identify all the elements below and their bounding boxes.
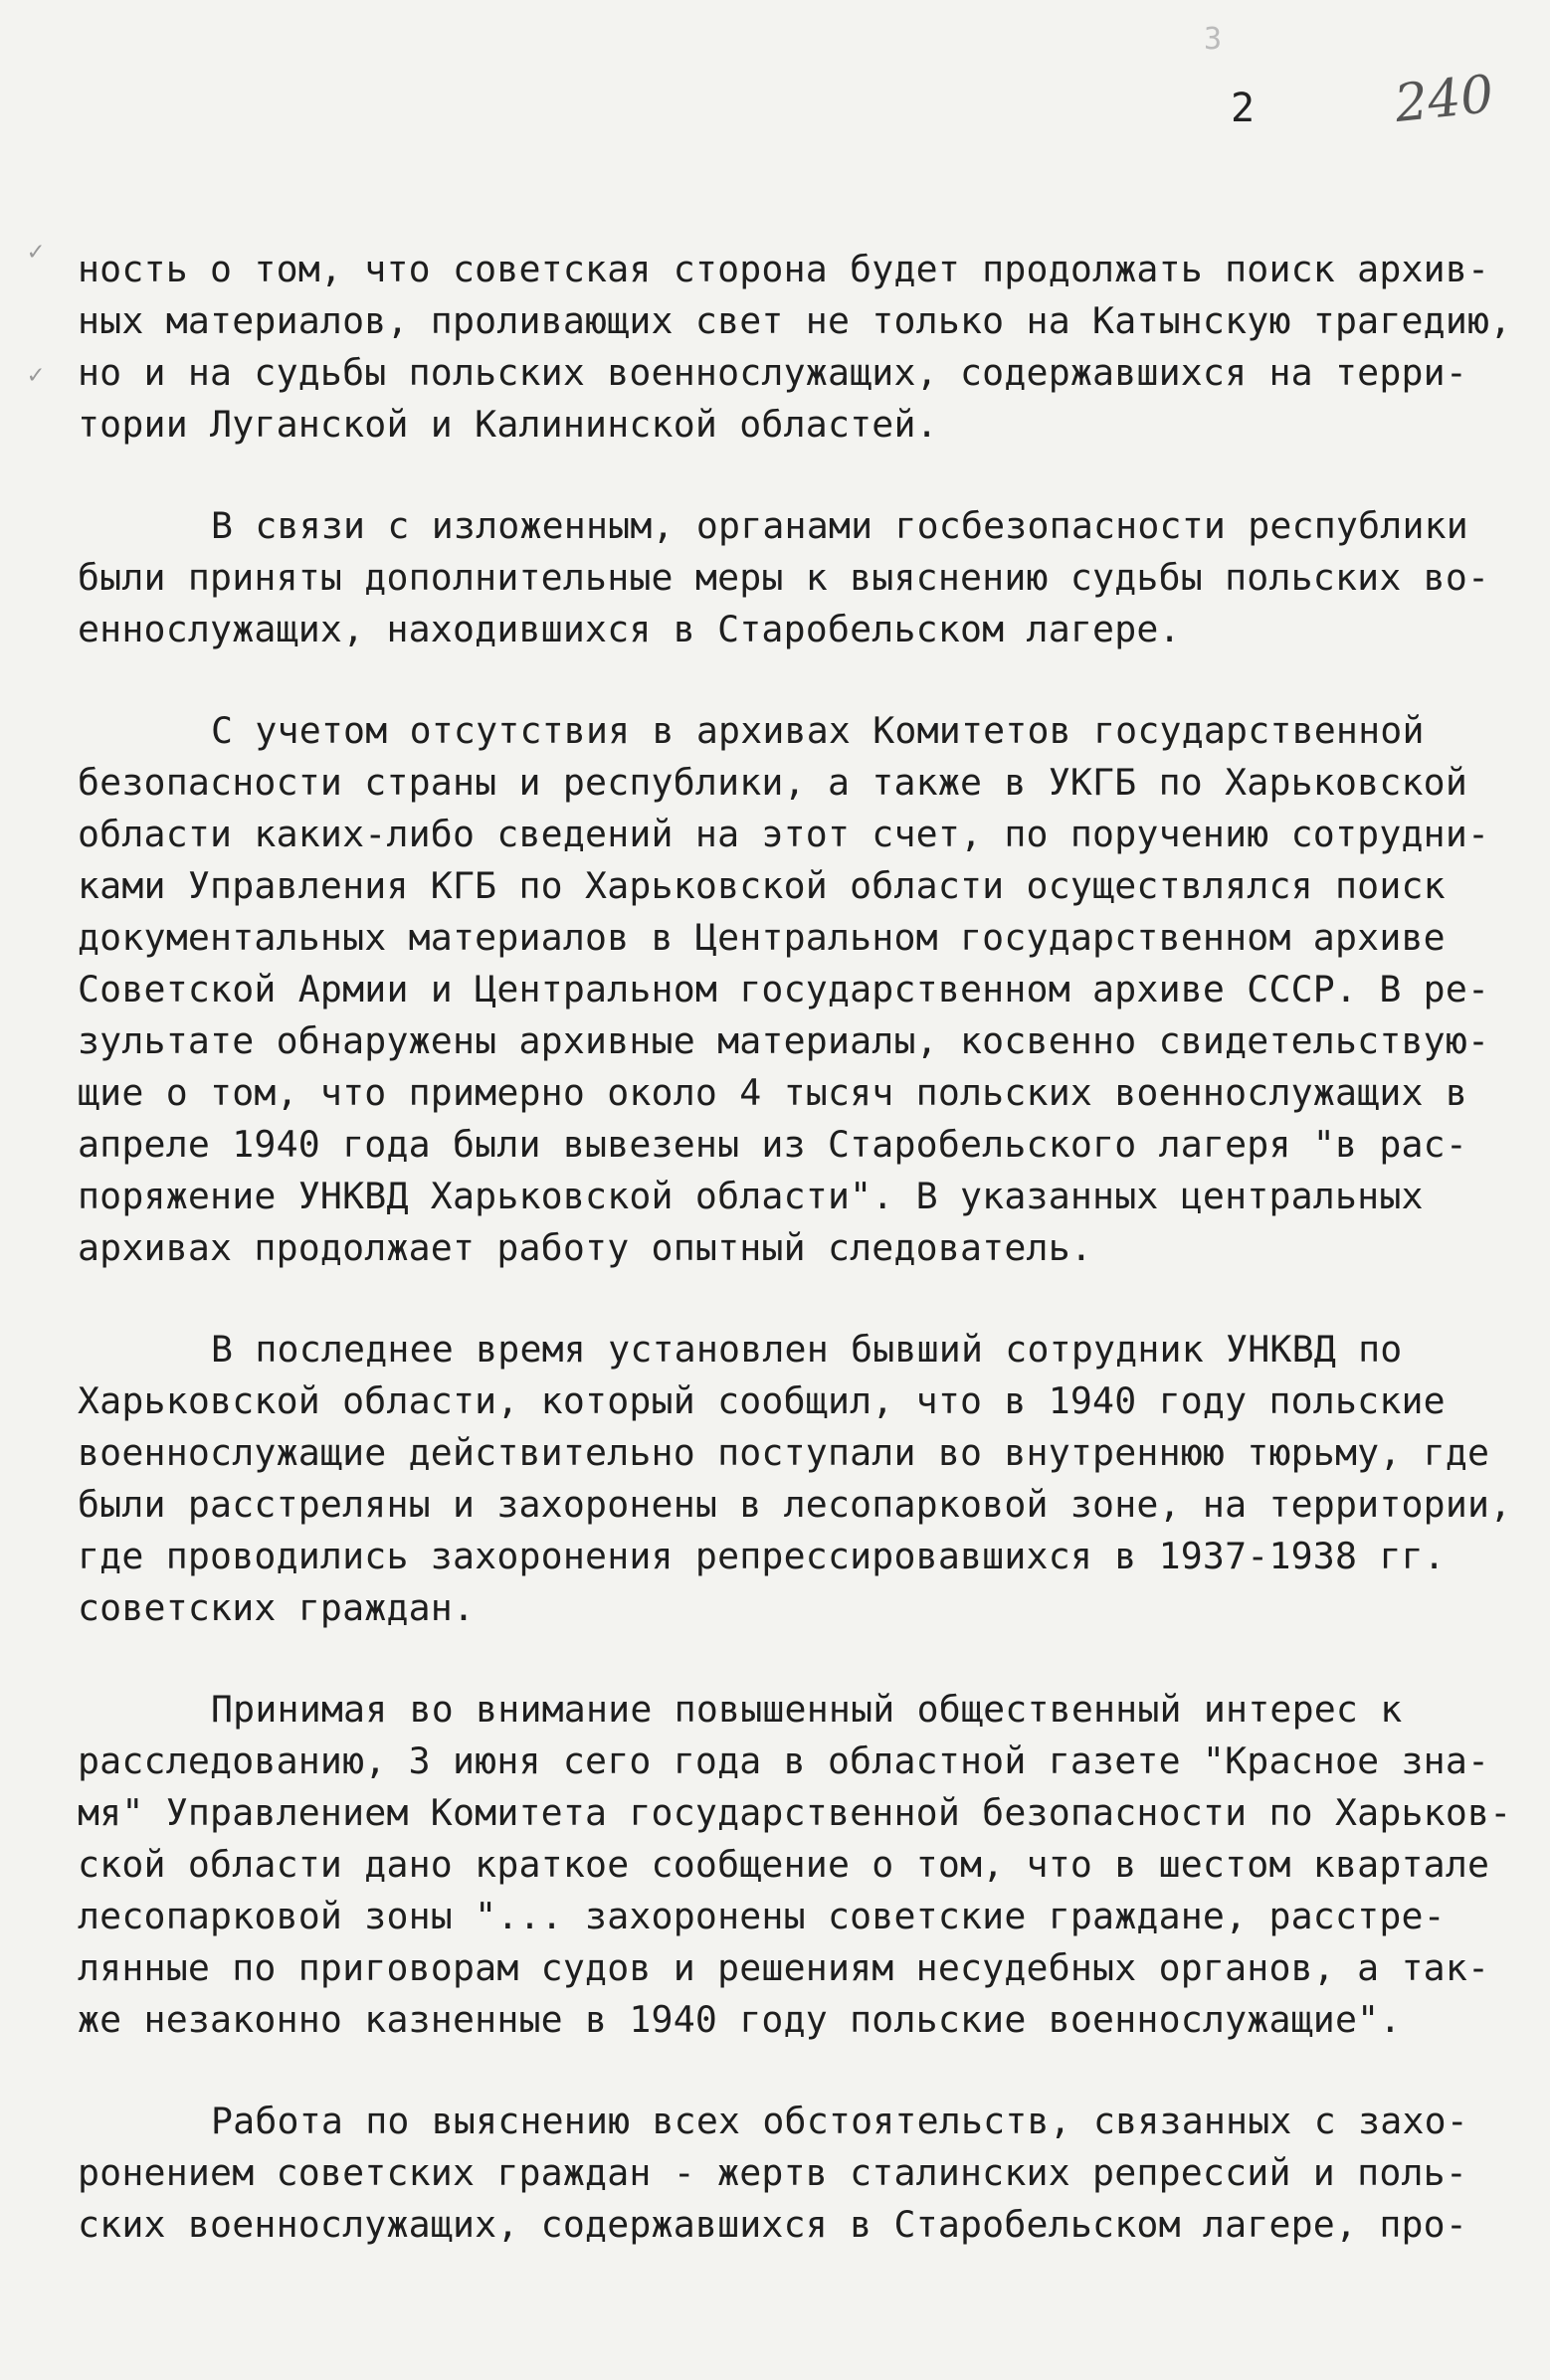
text-line: архивах продолжает работу опытный следователь. [78,1226,1093,1269]
paragraph [78,500,1510,655]
margin-tick-mark: ✓ [28,237,44,267]
document-body [78,244,1510,2251]
text-line: Работа по выяснению всех обстоятельств, связанных с захо- [211,2100,1468,2142]
margin-tick-mark: ✓ [28,360,44,390]
text-line: щие о том, что примерно около 4 тысяч польских военнослужащих в [78,1071,1468,1114]
text-line: ками Управления КГБ по Харьковской области осуществлялся поиск [78,864,1446,907]
handwritten-archive-number: 240 [1392,64,1497,135]
text-line: безопасности страны и республики, а также в УКГБ по Харьковской [78,761,1468,804]
text-line: же незаконно казненные в 1940 году польские военнослужащие". [78,1998,1402,2041]
corner-page-mark: 3 [1204,22,1223,57]
text-line: но и на судьбы польских военнослужащих, содержавшихся на терри- [78,351,1468,394]
text-line: ской области дано краткое сообщение о том, что в шестом квартале [78,1843,1490,1886]
text-line: еннослужащих, находившихся в Старобельском лагере. [78,608,1181,650]
text-line: лянные по приговорам судов и решениям несудебных органов, а так- [78,1946,1490,1989]
text-line: мя" Управлением Комитета государственной безопасности по Харьков- [78,1791,1512,1834]
text-line: тории Луганской и Калининской областей. [78,403,938,446]
paragraph [78,2096,1510,2251]
text-line: Харьковской области, который сообщил, что в 1940 году польские [78,1379,1446,1422]
text-line: ных материалов, проливающих свет не только на Катынскую трагедию, [78,299,1512,342]
text-line: лесопарковой зоны "... захоронены советские граждане, расстре- [78,1895,1446,1937]
text-line: ских военнослужащих, содержавшихся в Старобельском лагере, про- [78,2203,1468,2246]
text-line: были расстреляны и захоронены в лесопарковой зоне, на территории, [78,1483,1512,1526]
text-line: советских граждан. [78,1586,476,1629]
paragraph [78,705,1510,1274]
text-line: апреле 1940 года были вывезены из Старобельского лагеря "в рас- [78,1123,1468,1166]
paragraph-gap [78,1274,1510,1324]
text-line: зультате обнаружены архивные материалы, косвенно свидетельствую- [78,1019,1490,1062]
text-line: ность о том, что советская сторона будет продолжать поиск архив- [78,248,1490,290]
text-line: военнослужащие действительно поступали во внутреннюю тюрьму, где [78,1431,1490,1474]
text-line: Советской Армии и Центральном государственном архиве СССР. В ре- [78,968,1490,1010]
paragraph-gap [78,655,1510,705]
text-line: области каких-либо сведений на этот счет, по поручению сотрудни- [78,813,1490,855]
paragraph [78,1684,1510,2046]
text-line: В связи с изложенным, органами госбезопасности республики [211,504,1468,547]
text-line: В последнее время установлен бывший сотрудник УНКВД по [211,1328,1403,1371]
text-line: расследованию, 3 июня сего года в областной газете "Красное зна- [78,1739,1490,1782]
text-line: документальных материалов в Центральном государственном архиве [78,916,1446,959]
text-line: С учетом отсутствия в архивах Комитетов государственной [211,709,1425,752]
paragraph-gap [78,451,1510,500]
paragraph-gap [78,1634,1510,1684]
text-line: ронением советских граждан - жертв сталинских репрессий и поль- [78,2151,1468,2194]
text-line: Принимая во внимание повышенный общественный интерес к [211,1688,1403,1731]
text-line: поряжение УНКВД Харьковской области". В указанных центральных [78,1175,1424,1217]
paragraph-gap [78,2046,1510,2096]
page-number: 2 [1231,86,1256,131]
paragraph [78,1324,1510,1634]
text-line: где проводились захоронения репрессировавшихся в 1937-1938 гг. [78,1535,1446,1577]
text-line: были приняты дополнительные меры к выяснению судьбы польских во- [78,556,1490,599]
paragraph [78,244,1510,451]
